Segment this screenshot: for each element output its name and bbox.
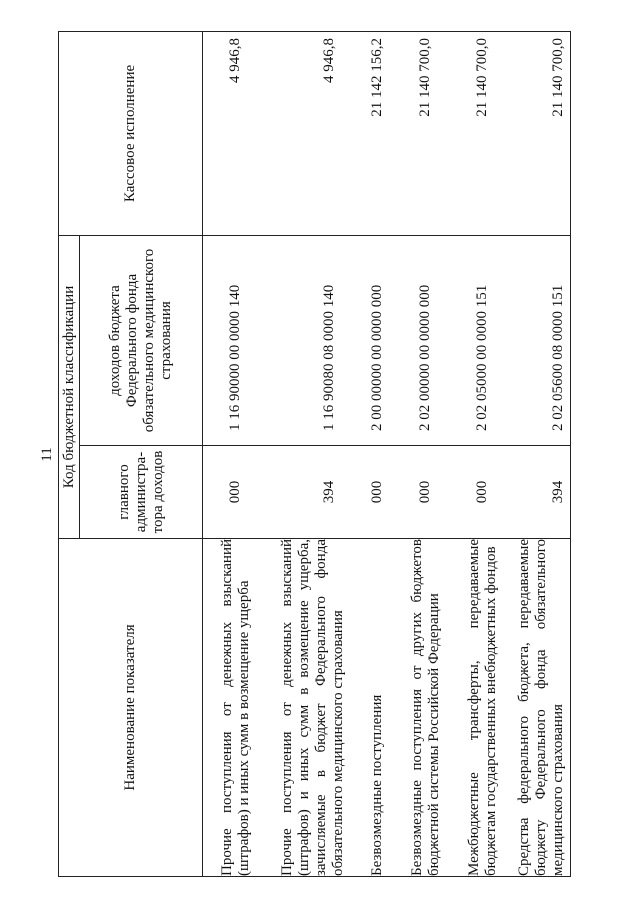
row-execution-text: 21 142 156,2 [369, 37, 385, 117]
table-row [395, 31, 453, 876]
row-admin [395, 446, 453, 539]
row-admin-text: 000 [474, 480, 490, 504]
row-execution [395, 31, 453, 235]
row-code [395, 235, 453, 445]
row-code-text: 2 02 05000 00 0000 151 [474, 284, 490, 431]
row-execution-text: 4 946,8 [227, 37, 244, 83]
row-execution-text: 21 140 700,0 [549, 37, 566, 117]
row-code-text: 1 16 90080 08 0000 140 [321, 284, 337, 431]
budget-table [58, 31, 571, 877]
header-cash-execution [59, 31, 203, 235]
row-execution-text: 21 140 700,0 [417, 37, 433, 117]
row-name [357, 539, 395, 877]
page-number: 11 [39, 447, 55, 462]
row-admin [265, 446, 357, 539]
row-admin [453, 446, 509, 539]
row-name-text: Безвозмездные поступления от других бюджетов бюджетной системы Российской Федерации [408, 539, 442, 876]
row-execution-text: 4 946,8 [321, 37, 337, 83]
row-code-text: 2 02 00000 00 0000 000 [417, 284, 433, 431]
table-row [509, 31, 571, 876]
row-execution-text: 21 140 700,0 [474, 37, 490, 117]
row-name-text: Безвозмездные поступления [369, 694, 385, 876]
header-revenue-code-label: доходов бюджета Федерального фонда обязательного медицинского страхования [107, 248, 174, 433]
table-row [357, 31, 395, 876]
row-name-text: Прочие поступления от денежных взысканий (штрафов) и иных сумм в возмещение ущерба [218, 539, 252, 876]
table-row [203, 31, 265, 876]
row-code-text: 2 00 00000 00 0000 000 [369, 284, 385, 431]
table-row [453, 31, 509, 876]
row-name-text: Прочие поступления от денежных взысканий (штрафов) и иных сумм в возмещение ущерба, зачисляемые в бюджет Федерального фонда обязательного медицинского страхования [278, 539, 346, 876]
row-admin-text: 000 [417, 480, 433, 504]
header-budget-classification-code: Код бюджетной классификации [59, 235, 80, 538]
row-name [203, 539, 265, 877]
row-execution [203, 31, 265, 235]
table-row [265, 31, 357, 876]
row-admin-text: 394 [549, 480, 566, 504]
row-code [265, 235, 357, 445]
row-name [395, 539, 453, 877]
row-code-text: 1 16 90000 00 0000 140 [227, 284, 244, 431]
row-admin [203, 446, 265, 539]
row-code [203, 235, 265, 445]
row-code [509, 235, 571, 445]
rotated-page [39, 32, 566, 877]
row-admin-text: 000 [369, 480, 385, 504]
row-admin [357, 446, 395, 539]
row-code [357, 235, 395, 445]
row-execution [265, 31, 357, 235]
header-indicator-name: Наименование показателя [59, 539, 203, 877]
header-main-administrator-label: главного администра-тора доходов [115, 450, 166, 534]
row-admin-text: 394 [321, 480, 337, 504]
row-execution [453, 31, 509, 235]
row-name [509, 539, 571, 877]
row-admin-text: 000 [227, 480, 244, 504]
row-admin [509, 446, 571, 539]
row-name-text: Межбюджетные трансферты, передаваемые бюджетам государственных внебюджетных фондов [465, 539, 499, 876]
row-execution [509, 31, 571, 235]
row-code-text: 2 02 05600 08 0000 151 [549, 284, 566, 431]
header-main-administrator [80, 446, 203, 539]
header-cash-execution-label: Кассовое исполнение [122, 64, 138, 203]
row-code [453, 235, 509, 445]
row-execution [357, 31, 395, 235]
row-name [265, 539, 357, 877]
row-name [453, 539, 509, 877]
header-revenue-code [80, 235, 203, 445]
row-name-text: Средства федерального бюджета, передаваемые бюджету Федерального фонда обязательного медицинского страхования [515, 539, 566, 876]
